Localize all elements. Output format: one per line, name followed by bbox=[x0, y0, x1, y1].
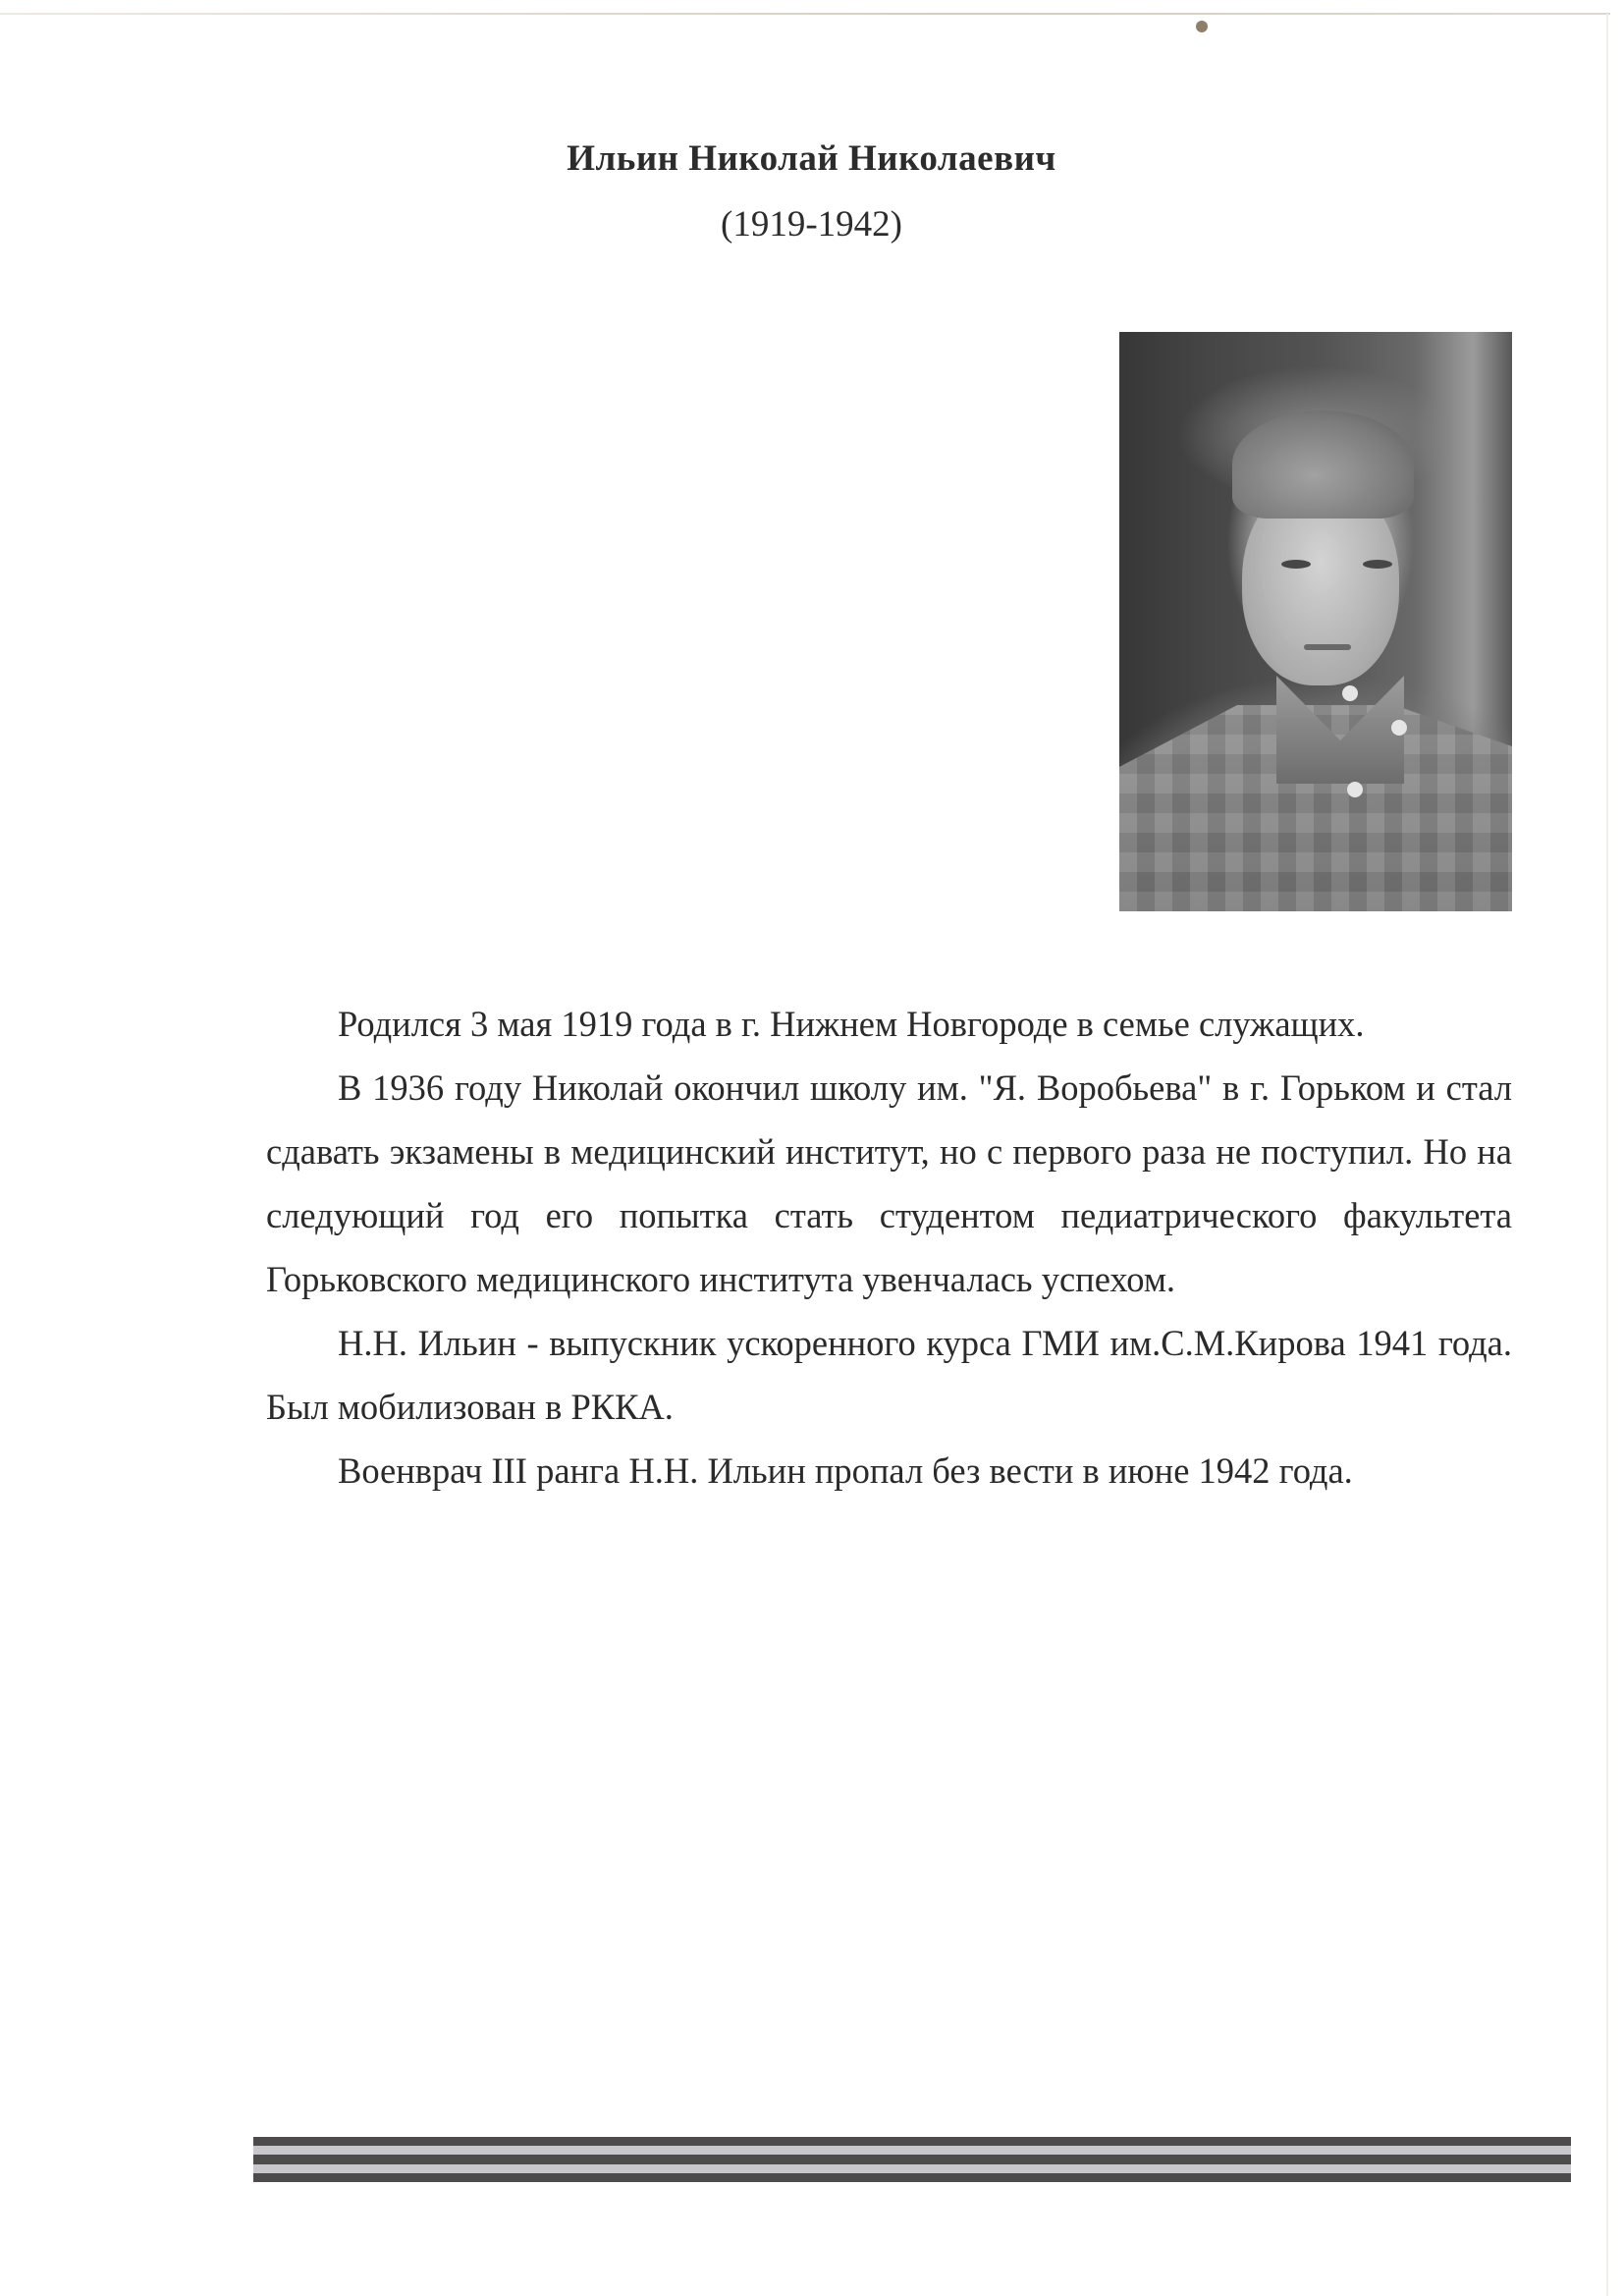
portrait-photo bbox=[1119, 332, 1512, 911]
life-dates: (1919-1942) bbox=[721, 204, 902, 245]
scan-edge-top bbox=[0, 13, 1610, 15]
ribbon-band-light bbox=[253, 2146, 1571, 2155]
portrait-mouth bbox=[1304, 644, 1351, 650]
paragraph-education: В 1936 году Николай окончил школу им. "Я. Воробьева" в г. Горьком и стал сдавать экзамены в медицинский институт, но с первого раза не поступил. Но на следующий год его попытка стать студентом педиатрического факультета Горьковского медицинского института увенчалась успехом. bbox=[266, 1067, 1512, 1299]
ribbon-band-light bbox=[253, 2164, 1571, 2173]
portrait-eye-left bbox=[1281, 560, 1311, 569]
ribbon-band-dark bbox=[253, 2137, 1571, 2146]
shirt-button bbox=[1347, 782, 1363, 797]
scan-edge-right bbox=[1606, 14, 1608, 2296]
ribbon-band-dark bbox=[253, 2173, 1571, 2182]
paragraph-birth: Родился 3 мая 1919 года в г. Нижнем Новгороде в семье служащих. bbox=[338, 1004, 1365, 1044]
biography-text bbox=[266, 992, 1512, 1503]
portrait-hair bbox=[1232, 410, 1414, 519]
portrait-eye-right bbox=[1363, 560, 1392, 569]
shirt-button bbox=[1342, 685, 1358, 701]
page-title: Ильин Николай Николаевич bbox=[567, 138, 1056, 179]
ribbon-band-dark bbox=[253, 2155, 1571, 2163]
st-george-ribbon bbox=[253, 2137, 1571, 2182]
scan-artifact-dot bbox=[1196, 21, 1208, 32]
paragraph-fate: Военврач III ранга Н.Н. Ильин пропал без вести в июне 1942 года. bbox=[338, 1450, 1353, 1491]
paragraph-graduation: Н.Н. Ильин - выпускник ускоренного курса ГМИ им.С.М.Кирова 1941 года. Был мобилизован в РККА. bbox=[266, 1323, 1512, 1427]
shirt-button bbox=[1391, 720, 1407, 736]
